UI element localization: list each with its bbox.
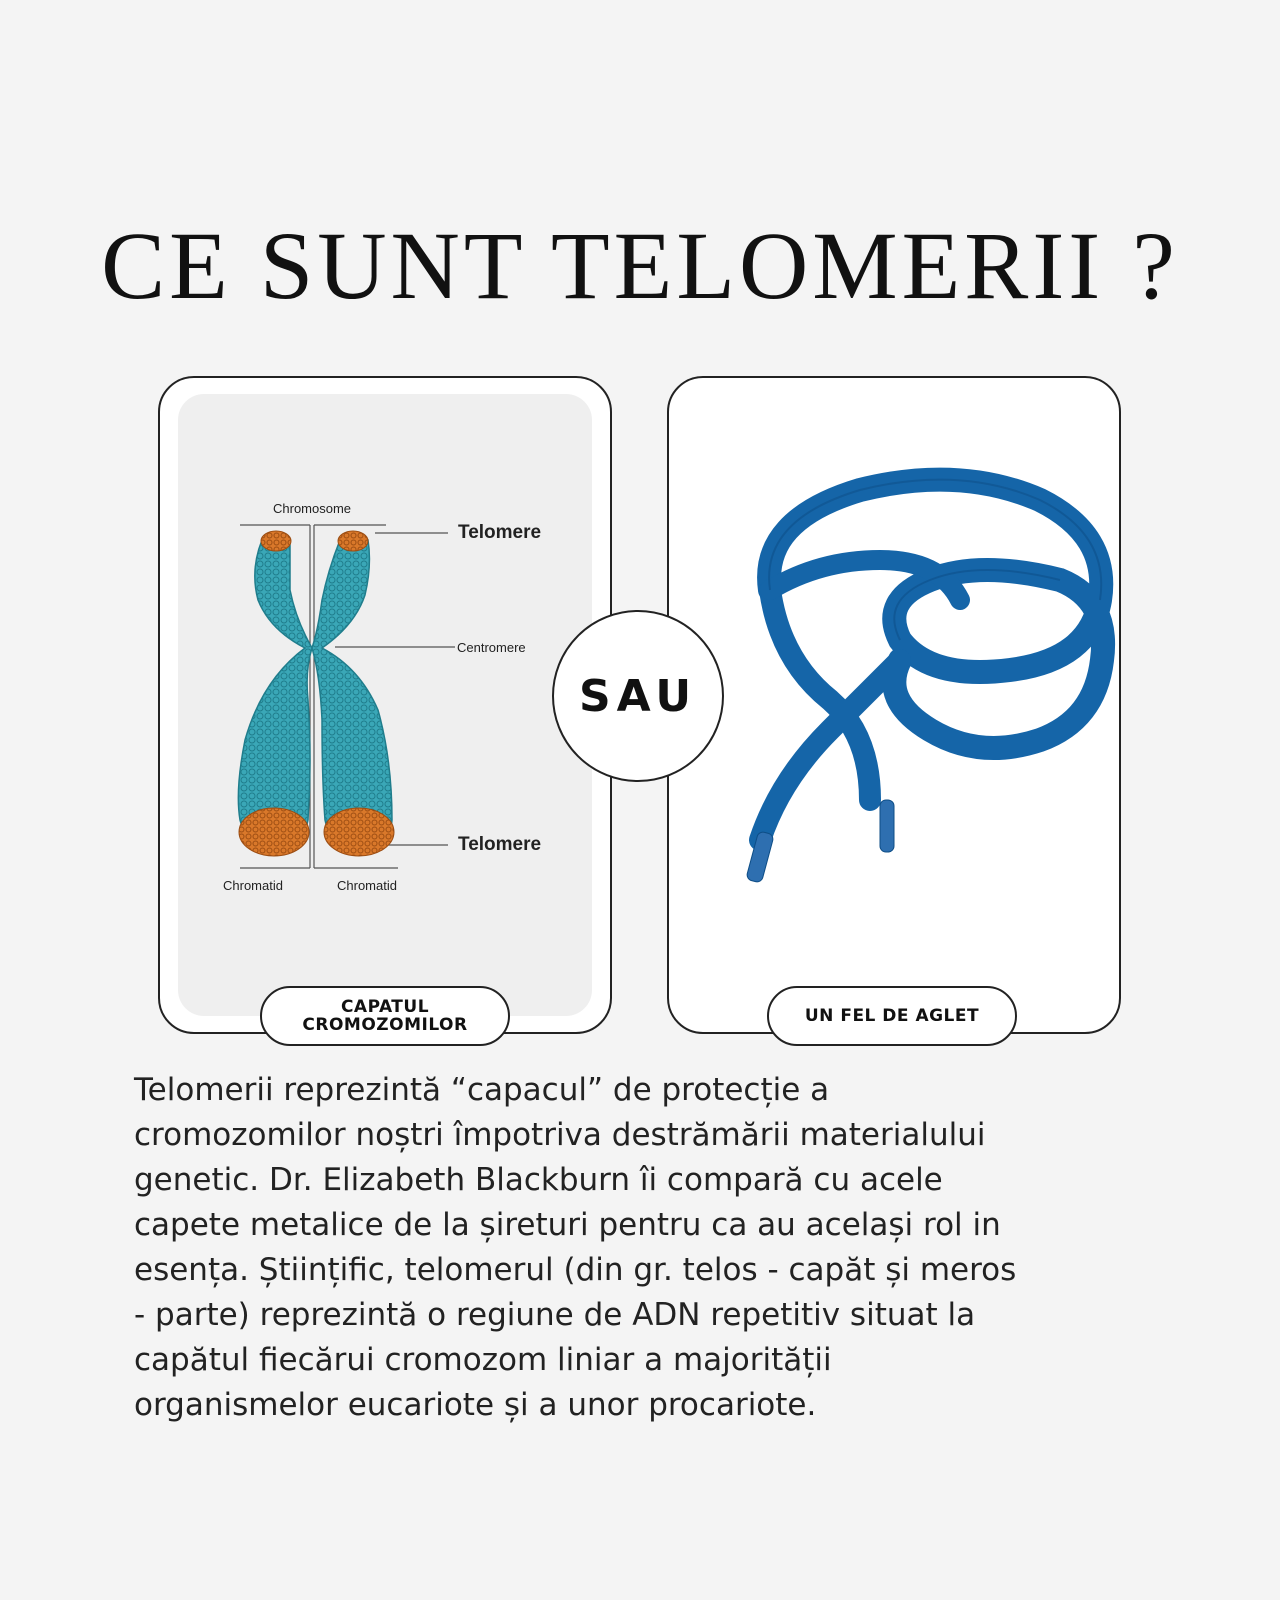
chromosome-caption-text: CAPATUL CROMOZOMILOR [302, 997, 468, 1035]
description-line: genetic. Dr. Elizabeth Blackburn îi compară cu acele [134, 1162, 943, 1198]
description-line: esența. Științific, telomerul (din gr. telos - capăt și meros [134, 1252, 1017, 1288]
page-title: CE SUNT TELOMERII ? [101, 212, 1179, 319]
telomere-bottom-label: Telomere [458, 834, 542, 855]
description-line: capătul fiecărui cromozom liniar a majorității [134, 1342, 832, 1378]
aglet-card [667, 376, 1121, 1034]
description-line: organismelor eucariote și a unor procariote. [134, 1387, 817, 1423]
chromosome-caption [260, 986, 510, 1046]
description-line: cromozomilor noștri împotriva destrămării materialului [134, 1117, 986, 1153]
diagram-panel [178, 394, 592, 1016]
telomere-top-label: Telomere [458, 522, 542, 543]
description-line: Telomerii reprezintă “capacul” de protecție a [134, 1072, 830, 1108]
aglet-caption-text: UN FEL DE AGLET [804, 1006, 980, 1026]
chromosome-label: Chromosome [273, 501, 352, 516]
aglet-caption [767, 986, 1017, 1046]
chromatid-left-label: Chromatid [223, 878, 283, 893]
description-line: capete metalice de la șireturi pentru ca au același rol in [134, 1207, 1001, 1243]
description-paragraph [134, 1068, 1134, 1428]
chromosome-card [158, 376, 612, 1034]
description-line: - parte) reprezintă o regiune de ADN repetitiv situat la [134, 1297, 976, 1333]
chromatid-right-label: Chromatid [337, 878, 397, 893]
centromere-label: Centromere [457, 640, 526, 655]
sau-connector: SAU [552, 610, 724, 782]
